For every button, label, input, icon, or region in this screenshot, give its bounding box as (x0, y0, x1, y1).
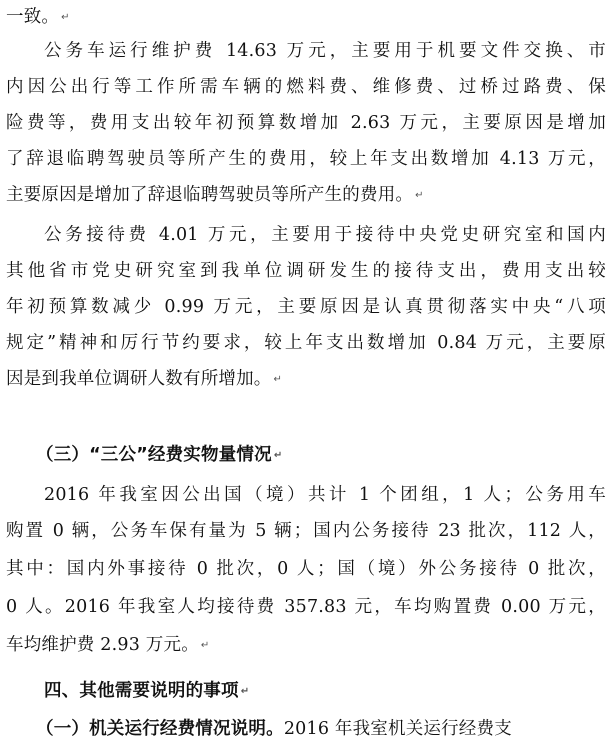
text-line-8: 其他省市党史研究室到我单位调研发生的接待支出，费用支出较 (6, 261, 606, 281)
paragraph-mark-icon: ↵ (240, 686, 250, 697)
text-line-19 (36, 712, 606, 746)
line-text: 2016 年我室机关运行经费支 (283, 719, 512, 739)
text-line-16: 0 人。2016 年我室人均接待费 357.83 元，车均购置费 0.00 万元， (6, 597, 606, 617)
text-line-15: 其中：国内外事接待 0 批次，0 人；国（境）外公务接待 0 批次， (6, 559, 606, 579)
subheading-text: （一）机关运行经费情况说明。 (36, 719, 284, 739)
paragraph-mark-icon: ↵ (273, 374, 283, 385)
text-line-1 (6, 0, 606, 34)
text-line-4: 险费等，费用支出较年初预算数增加 2.63 万元，主要原因是增加 (6, 113, 606, 133)
line-text: 因是到我单位调研人数有所增加。 (6, 369, 272, 389)
text-line-6 (6, 178, 606, 212)
line-text: 一致。 (6, 7, 60, 27)
section-heading-3 (36, 438, 606, 472)
text-line-14: 购置 0 辆，公务车保有量为 5 辆；国内公务接待 23 批次，112 人， (6, 521, 606, 541)
text-line-3: 内因公出行等工作所需车辆的燃料费、维修费、过桥过路费、保 (6, 77, 606, 97)
section-heading-4 (44, 674, 606, 708)
paragraph-mark-icon: ↵ (415, 190, 424, 201)
text-line-7: 公务接待费 4.01 万元，主要用于接待中央党史研究室和国内 (44, 225, 606, 245)
heading-text: 四、其他需要说明的事项 (44, 681, 239, 701)
text-line-2: 公务车运行维护费 14.63 万元，主要用于机要文件交换、市 (44, 41, 606, 61)
line-text: 车均维护费 2.93 万元。 (6, 635, 199, 655)
text-line-13: 2016 年我室因公出国（境）共计 1 个团组，1 人；公务用车 (44, 485, 606, 505)
heading-text: （三）“三公”经费实物量情况 (36, 445, 272, 465)
text-line-11 (6, 362, 606, 396)
line-text: 主要原因是增加了辞退临聘驾驶员等所产生的费用。 (6, 185, 414, 205)
text-line-17 (6, 628, 606, 662)
text-line-10: 规定”精神和厉行节约要求，较上年支出数增加 0.84 万元，主要原 (6, 333, 606, 353)
text-line-5: 了辞退临聘驾驶员等所产生的费用，较上年支出数增加 4.13 万元， (6, 149, 606, 169)
text-line-9: 年初预算数减少 0.99 万元，主要原因是认真贯彻落实中央“八项 (6, 297, 606, 317)
paragraph-mark-icon: ↵ (61, 12, 70, 23)
paragraph-mark-icon: ↵ (273, 450, 283, 461)
paragraph-mark-icon: ↵ (200, 640, 210, 651)
